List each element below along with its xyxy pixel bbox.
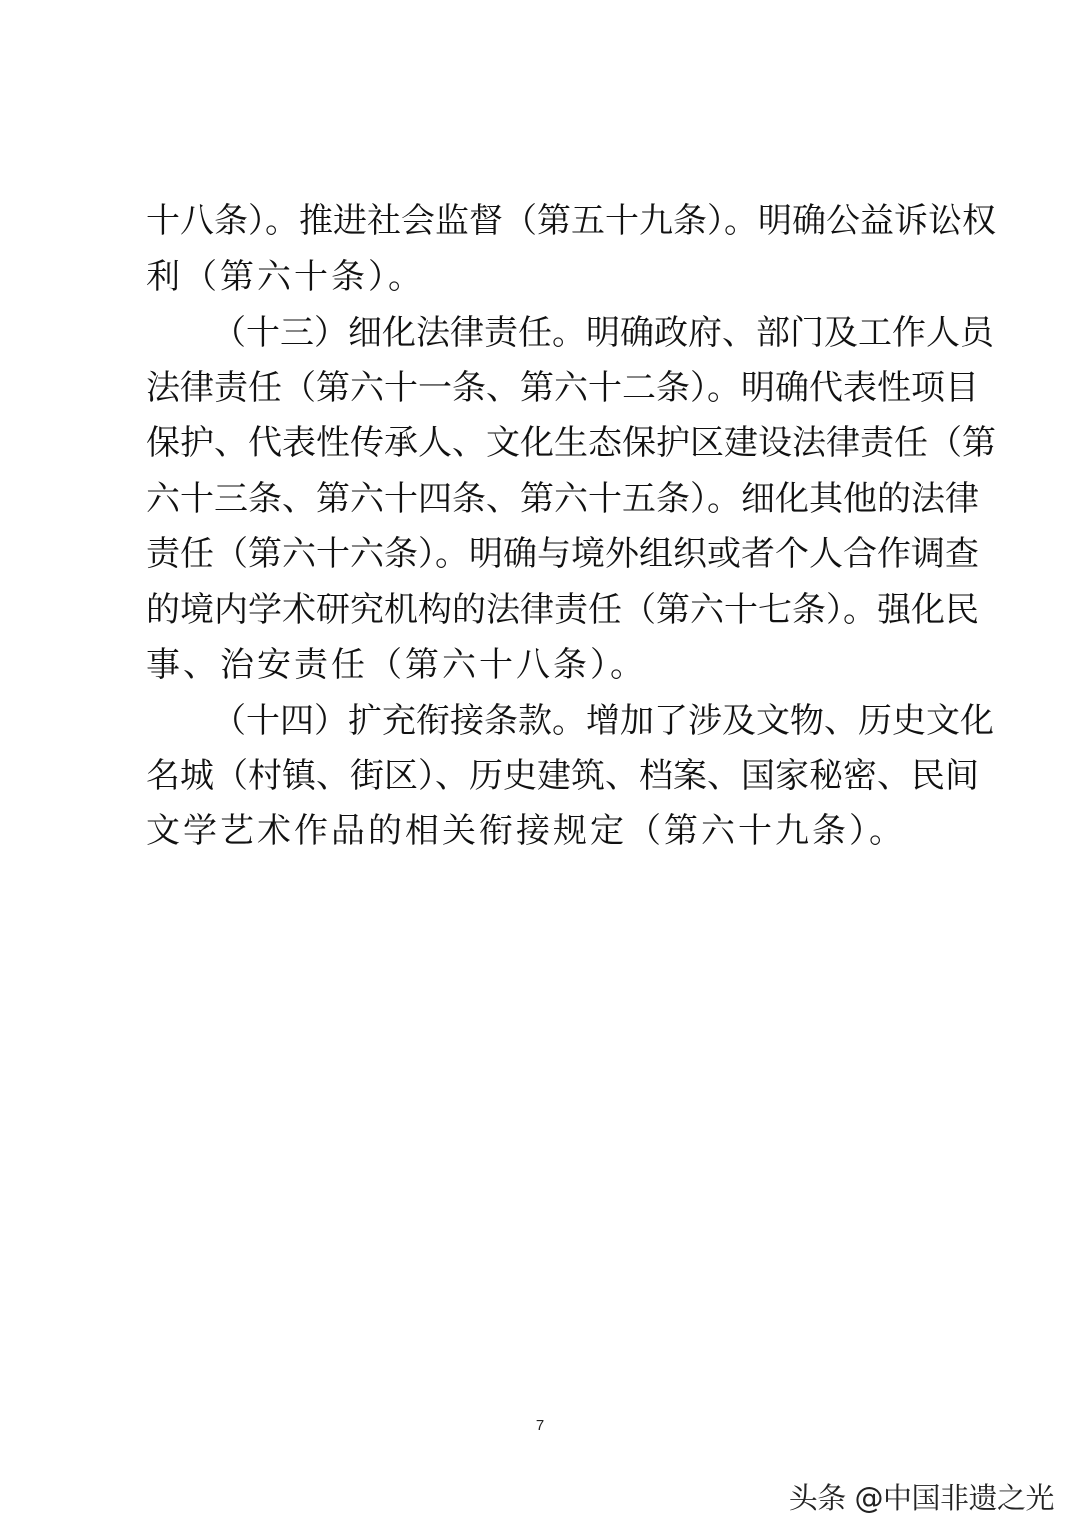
- paragraph-line: 的境内学术研究机构的法律责任（第六十七条）。强化民: [146, 590, 979, 630]
- paragraph-line: 文学艺术作品的相关衔接规定（第六十九条）。: [146, 811, 906, 851]
- paragraph-line: 十八条）。推进社会监督（第五十九条）。明确公益诉讼权: [146, 201, 996, 241]
- paragraph-line: 保护、代表性传承人、文化生态保护区建设法律责任（第: [146, 423, 996, 463]
- section-13-heading-line: （十三）细化法律责任。明确政府、部门及工作人员: [212, 313, 994, 353]
- paragraph-line: 事、治安责任（第六十八条）。: [146, 645, 647, 685]
- paragraph-line: 责任（第六十六条）。明确与境外组织或者个人合作调查: [146, 534, 979, 574]
- source-watermark: 头条 @中国非遗之光: [788, 1481, 1054, 1515]
- section-14-heading-line: （十四）扩充衔接条款。增加了涉及文物、历史文化: [212, 701, 994, 741]
- page-number: 7: [535, 1417, 545, 1434]
- paragraph-line: 法律责任（第六十一条、第六十二条）。明确代表性项目: [146, 368, 979, 408]
- paragraph-line: 利（第六十条）。: [146, 257, 425, 297]
- paragraph-line: 六十三条、第六十四条、第六十五条）。细化其他的法律: [146, 479, 979, 519]
- paragraph-line: 名城（村镇、街区）、历史建筑、档案、国家秘密、民间: [146, 756, 979, 796]
